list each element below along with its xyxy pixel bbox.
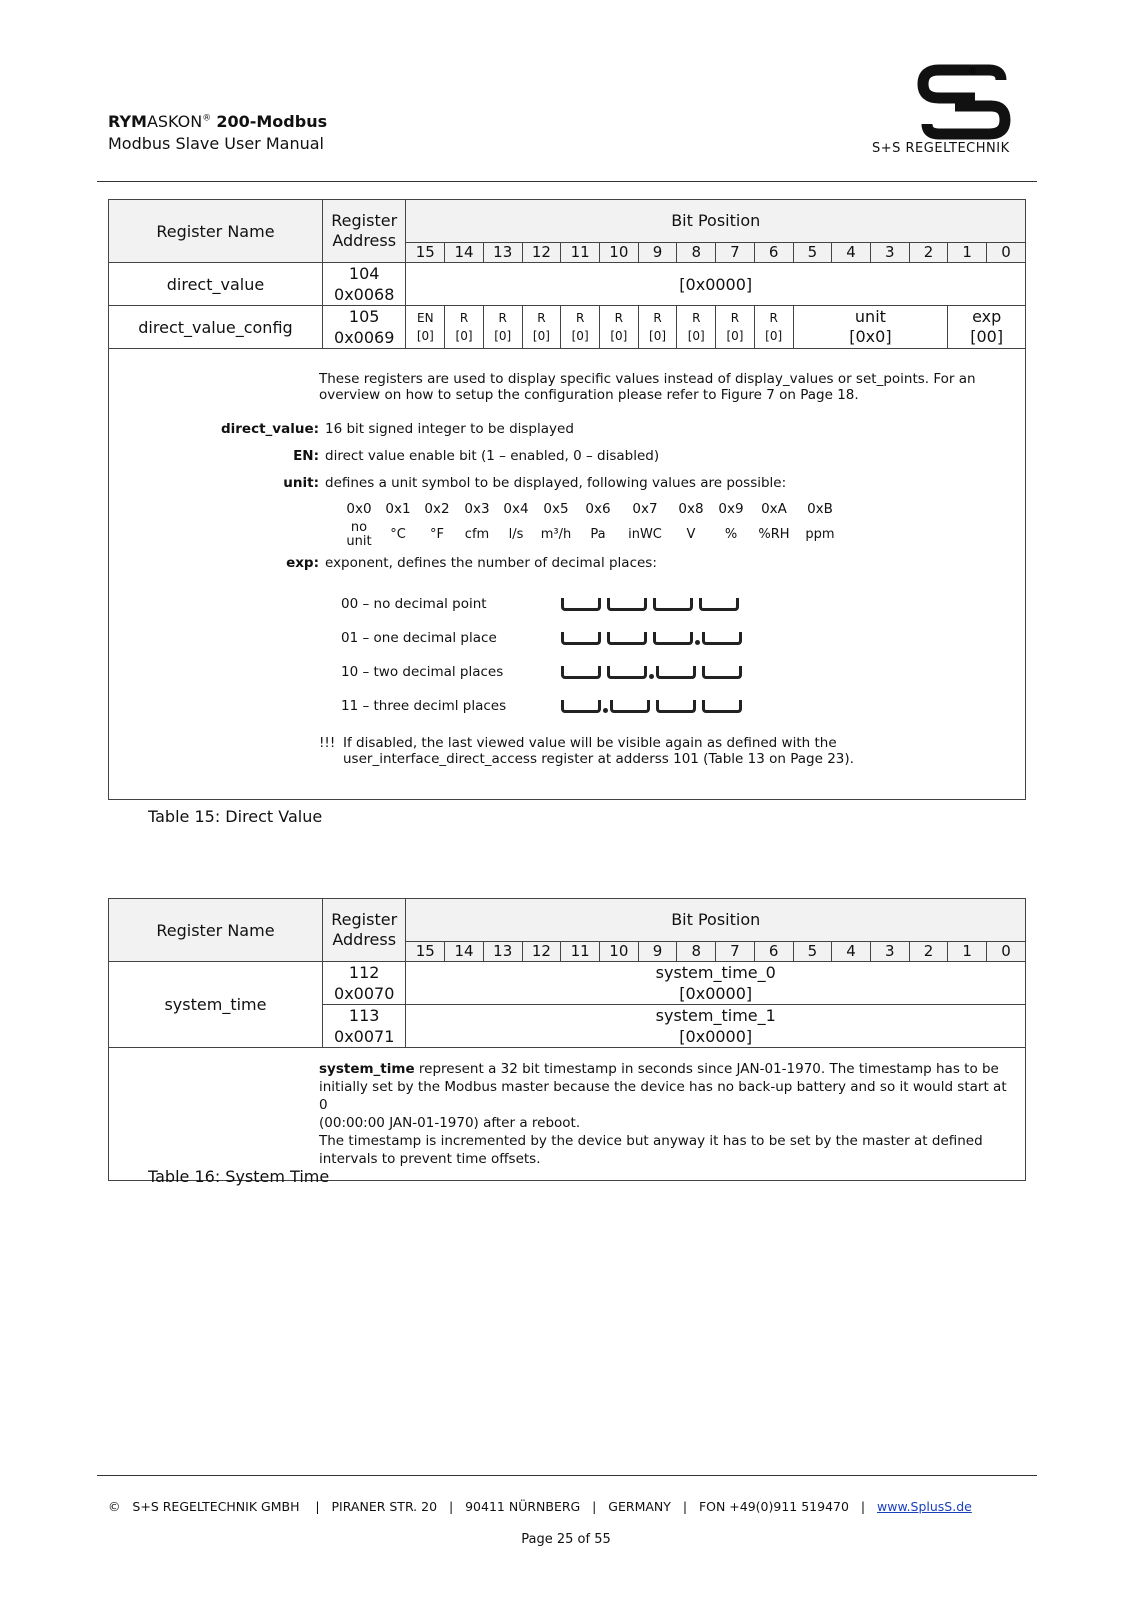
register-description bbox=[109, 1048, 1026, 1181]
bit-field: R [0] bbox=[445, 306, 484, 349]
bit-field: R [0] bbox=[483, 306, 522, 349]
unit-code: 0x3 bbox=[464, 501, 490, 517]
description-line-1: represent a 32 bit timestamp in seconds since JAN-01-1970. The timestamp has to be bbox=[414, 1061, 999, 1077]
description-line-4: The timestamp is incremented by the device but anyway it has to be set by the master at defined bbox=[319, 1133, 983, 1149]
seven-segment-display-icon bbox=[561, 598, 739, 611]
product-model: 200-Modbus bbox=[216, 112, 328, 131]
bit-index: 15 bbox=[406, 242, 445, 262]
digit-segment bbox=[653, 598, 693, 611]
exp-options bbox=[201, 587, 1005, 723]
register-row-system-time-0 bbox=[109, 962, 1026, 1005]
unit-symbol: °F bbox=[430, 527, 444, 542]
definition-exp: exp: exponent, defines the number of decimal places: bbox=[286, 555, 657, 571]
col-bit-position: Bit Position bbox=[406, 200, 1026, 243]
intro-line-2: overview on how to setup the configuration please refer to Figure 7 on Page 18. bbox=[319, 387, 859, 403]
bit-index: 13 bbox=[483, 242, 522, 262]
copyright-mark: © bbox=[108, 1499, 121, 1514]
bit-index: 12 bbox=[522, 242, 561, 262]
bit-index: 15 bbox=[406, 941, 445, 961]
bit-index: 3 bbox=[870, 242, 909, 262]
exp-option: 00 – no decimal point bbox=[341, 587, 1005, 621]
unit-symbol: Pa bbox=[590, 527, 606, 542]
unit-code: 0xA bbox=[761, 501, 787, 517]
description-row bbox=[109, 349, 1026, 800]
digit-segment bbox=[653, 632, 693, 645]
unit-code: 0x1 bbox=[385, 501, 411, 517]
digit-segment bbox=[561, 598, 601, 611]
decimal-point bbox=[695, 640, 700, 645]
register-name: system_time bbox=[109, 962, 323, 1048]
bit-index: 1 bbox=[948, 941, 987, 961]
unit-code: 0x4 bbox=[503, 501, 529, 517]
unit-code: 0x6 bbox=[585, 501, 611, 517]
seven-segment-display-icon bbox=[561, 632, 742, 645]
bit-index: 11 bbox=[561, 941, 600, 961]
unit-symbol: V bbox=[686, 527, 696, 542]
footer-separator: | bbox=[682, 1499, 688, 1514]
bit-index: 0 bbox=[987, 941, 1026, 961]
bit-index: 14 bbox=[445, 242, 484, 262]
bit-index: 10 bbox=[599, 941, 638, 961]
footer-city: 90411 NÜRNBERG bbox=[465, 1499, 581, 1514]
digit-segment bbox=[607, 598, 647, 611]
col-register-address: Register Address bbox=[322, 899, 406, 962]
digit-segment bbox=[607, 632, 647, 645]
footer-separator: | bbox=[592, 1499, 597, 1514]
digit-segment bbox=[702, 666, 742, 679]
bit-field: R [0] bbox=[754, 306, 793, 349]
register-value: system_time_0 [0x0000] bbox=[406, 962, 1026, 1005]
unit-symbol: l/s bbox=[508, 527, 524, 542]
bit-index: 1 bbox=[948, 242, 987, 262]
register-address: 104 0x0068 bbox=[322, 263, 406, 306]
unit-symbol: m³/h bbox=[540, 527, 572, 542]
bit-index: 5 bbox=[793, 941, 832, 961]
bit-index: 5 bbox=[793, 242, 832, 262]
unit-code: 0x2 bbox=[424, 501, 450, 517]
exp-option: 11 – three deciml places bbox=[341, 689, 1005, 723]
register-table-direct-value bbox=[108, 199, 1026, 800]
register-description bbox=[109, 349, 1026, 800]
unit-symbol: no unit bbox=[346, 520, 372, 549]
bit-index: 8 bbox=[677, 941, 716, 961]
document-title bbox=[108, 112, 327, 131]
registered-mark: ® bbox=[202, 113, 212, 124]
bit-index: 3 bbox=[870, 941, 909, 961]
unit-symbol: cfm bbox=[464, 527, 490, 542]
exp-option: 01 – one decimal place bbox=[341, 621, 1005, 655]
seven-segment-display-icon bbox=[561, 700, 742, 713]
brand-bold: RYM bbox=[108, 112, 147, 131]
bit-index: 0 bbox=[987, 242, 1026, 262]
bit-index: 4 bbox=[832, 242, 871, 262]
bit-index: 7 bbox=[716, 941, 755, 961]
unit-field: unit [0x0] bbox=[793, 306, 948, 349]
register-address: 112 0x0070 bbox=[322, 962, 406, 1005]
decimal-point bbox=[603, 708, 608, 713]
footer-divider bbox=[97, 1475, 1037, 1476]
unit-symbol: % bbox=[724, 527, 738, 542]
description-row bbox=[109, 1048, 1026, 1181]
table-caption: Table 16: System Time bbox=[148, 1167, 330, 1186]
bit-index: 12 bbox=[522, 941, 561, 961]
register-name: direct_value_config bbox=[109, 306, 323, 349]
bit-index: 9 bbox=[638, 242, 677, 262]
bit-field: R [0] bbox=[561, 306, 600, 349]
footer-separator: | bbox=[860, 1499, 866, 1514]
description-line-3: (00:00:00 JAN-01-1970) after a reboot. bbox=[319, 1115, 581, 1131]
digit-segment bbox=[702, 632, 742, 645]
register-default-value: [0x0000] bbox=[406, 263, 1026, 306]
unit-code: 0x7 bbox=[632, 501, 658, 517]
warning-mark: !!! bbox=[319, 735, 336, 751]
footer-country: GERMANY bbox=[608, 1499, 671, 1514]
unit-symbol: ppm bbox=[805, 527, 835, 542]
unit-code: 0xB bbox=[807, 501, 833, 517]
decimal-point bbox=[649, 674, 654, 679]
bit-index: 10 bbox=[599, 242, 638, 262]
col-register-name: Register Name bbox=[109, 200, 323, 263]
digit-segment bbox=[702, 700, 742, 713]
warning-note bbox=[319, 735, 1005, 767]
register-row-direct-value-config bbox=[109, 306, 1026, 349]
note-line-1: If disabled, the last viewed value will be visible again as defined with the bbox=[343, 735, 837, 751]
unit-symbol: %RH bbox=[758, 527, 790, 542]
bit-index: 2 bbox=[909, 242, 948, 262]
footer-phone: FON +49(0)911 519470 bbox=[698, 1499, 849, 1514]
bit-index: 2 bbox=[909, 941, 948, 961]
unit-code: 0x9 bbox=[718, 501, 744, 517]
document-subtitle: Modbus Slave User Manual bbox=[108, 134, 324, 153]
register-address: 105 0x0069 bbox=[322, 306, 406, 349]
logo-text: S+S REGELTECHNIK bbox=[872, 141, 1010, 156]
register-row-direct-value bbox=[109, 263, 1026, 306]
note-line-2: user_interface_direct_access register at adderss 101 (Table 13 on Page 23). bbox=[343, 751, 854, 767]
unit-code: 0x5 bbox=[543, 501, 569, 517]
col-register-name: Register Name bbox=[109, 899, 323, 962]
unit-code-grid bbox=[339, 501, 1005, 553]
bit-index: 11 bbox=[561, 242, 600, 262]
register-name: direct_value bbox=[109, 263, 323, 306]
bit-field: R [0] bbox=[638, 306, 677, 349]
bit-field: R [0] bbox=[716, 306, 755, 349]
bit-field: R [0] bbox=[677, 306, 716, 349]
digit-segment bbox=[561, 700, 601, 713]
website-link[interactable]: www.SplusS.de bbox=[877, 1499, 972, 1514]
intro-line-1: These registers are used to display specific values instead of display_values or set_points. For an bbox=[319, 371, 976, 387]
footer-separator: | bbox=[448, 1499, 454, 1514]
footer bbox=[108, 1499, 972, 1514]
digit-segment bbox=[561, 666, 601, 679]
digit-segment bbox=[656, 700, 696, 713]
svg-text:®: ® bbox=[969, 66, 977, 77]
bit-index: 6 bbox=[754, 242, 793, 262]
unit-code: 0x0 bbox=[346, 501, 372, 517]
digit-segment bbox=[656, 666, 696, 679]
register-value: system_time_1 [0x0000] bbox=[406, 1005, 1026, 1048]
exp-field: exp [00] bbox=[948, 306, 1026, 349]
unit-code: 0x8 bbox=[678, 501, 704, 517]
bit-index: 6 bbox=[754, 941, 793, 961]
description-line-2: initially set by the Modbus master because the device has no back-up battery and so it would start at 0 bbox=[319, 1079, 1007, 1113]
register-address: 113 0x0071 bbox=[322, 1005, 406, 1048]
bit-field: R [0] bbox=[522, 306, 561, 349]
unit-symbol: inWC bbox=[628, 527, 662, 542]
bit-index: 4 bbox=[832, 941, 871, 961]
bit-index: 13 bbox=[483, 941, 522, 961]
col-bit-position: Bit Position bbox=[406, 899, 1026, 942]
bit-index: 14 bbox=[445, 941, 484, 961]
col-register-address: Register Address bbox=[322, 200, 406, 263]
digit-segment bbox=[607, 666, 647, 679]
footer-street: PIRANER STR. 20 bbox=[331, 1499, 438, 1514]
digit-segment bbox=[699, 598, 739, 611]
bit-field: R [0] bbox=[599, 306, 638, 349]
bit-index: 7 bbox=[716, 242, 755, 262]
bit-field: EN [0] bbox=[406, 306, 445, 349]
digit-segment bbox=[610, 700, 650, 713]
exp-option: 10 – two decimal places bbox=[341, 655, 1005, 689]
footer-company: S+S REGELTECHNIK GMBH bbox=[132, 1499, 300, 1514]
definition-direct-value: direct_value: 16 bit signed integer to be displayed bbox=[220, 421, 574, 437]
bit-index: 8 bbox=[677, 242, 716, 262]
brand-rest: ASKON bbox=[146, 112, 203, 131]
header-divider bbox=[97, 181, 1037, 182]
definition-en: EN: direct value enable bit (1 – enabled, 0 – disabled) bbox=[293, 448, 660, 464]
page-number: Page 25 of 55 bbox=[521, 1532, 611, 1547]
footer-separator: | bbox=[315, 1499, 320, 1514]
description-term: system_time bbox=[319, 1061, 415, 1077]
register-table-system-time bbox=[108, 898, 1026, 1181]
table-caption: Table 15: Direct Value bbox=[148, 807, 323, 826]
definition-unit: unit: defines a unit symbol to be displayed, following values are possible: bbox=[283, 475, 787, 491]
unit-symbol: °C bbox=[390, 527, 406, 542]
bit-index: 9 bbox=[638, 941, 677, 961]
description-line-5: intervals to prevent time offsets. bbox=[319, 1151, 541, 1167]
digit-segment bbox=[561, 632, 601, 645]
seven-segment-display-icon bbox=[561, 666, 742, 679]
